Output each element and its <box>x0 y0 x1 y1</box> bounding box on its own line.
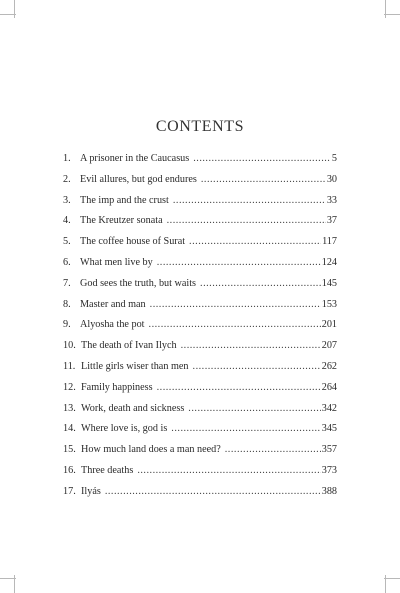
toc-entry-page-number: 5 <box>331 153 337 164</box>
toc-entry <box>63 319 337 340</box>
toc-entry-title: The imp and the crust <box>80 194 169 206</box>
toc-entry-page-number: 33 <box>326 194 337 206</box>
crop-mark-top-left <box>14 0 15 18</box>
dot-leader <box>167 215 326 226</box>
dot-leader <box>157 382 321 393</box>
toc-entry-title: Three deaths <box>81 464 134 476</box>
toc-entry-title: Where love is, god is <box>81 423 168 435</box>
toc-entry-title: God sees the truth, but waits <box>80 277 197 289</box>
dot-leader <box>150 299 321 310</box>
toc-entry-number: 17. <box>63 485 76 497</box>
dot-leader <box>171 423 320 434</box>
toc-entry <box>63 153 337 174</box>
toc-entry-title: The coffee house of Surat <box>80 236 186 248</box>
toc-entry <box>63 195 337 216</box>
toc-entry-number: 7. <box>63 277 71 289</box>
dot-leader <box>157 257 321 268</box>
toc-entry-number: 3. <box>63 194 71 206</box>
toc-entry-number: 15. <box>63 444 76 456</box>
toc-entry-title: Evil allures, but god endures <box>80 173 197 185</box>
toc-entry <box>63 215 337 236</box>
dot-leader <box>105 486 321 497</box>
toc-entry-title: Ilyás <box>81 485 101 497</box>
dot-leader <box>149 319 321 330</box>
toc-entry-title: Alyosha the pot <box>80 319 145 331</box>
toc-entry-page-number: 145 <box>321 277 337 289</box>
crop-mark-top-right <box>385 0 386 18</box>
toc-entry-number: 12. <box>63 381 76 393</box>
toc-entry-page-number: 30 <box>326 173 337 185</box>
toc-entry <box>63 299 337 320</box>
toc-entry-number: 9. <box>63 319 71 331</box>
toc-entry-page-number: 357 <box>321 444 337 456</box>
dot-leader <box>193 153 331 164</box>
toc-entry-number: 14. <box>63 423 76 435</box>
toc-entry-page-number: 345 <box>321 423 337 435</box>
toc-entry-title: How much land does a man need? <box>81 444 221 456</box>
toc-entry <box>63 486 337 507</box>
toc-entry-page-number: 264 <box>321 381 337 393</box>
toc-entry-title: A prisoner in the Caucasus <box>80 153 190 164</box>
crop-mark-left-top <box>0 14 16 15</box>
crop-mark-left-bottom <box>0 578 16 579</box>
dot-leader <box>181 340 321 351</box>
toc-entry-number: 1. <box>63 153 71 164</box>
toc-entry-page-number: 117 <box>322 236 337 248</box>
toc-entry <box>63 423 337 444</box>
toc-entry-number: 6. <box>63 256 71 268</box>
toc-entry-page-number: 207 <box>321 340 337 352</box>
toc-entry <box>63 465 337 486</box>
toc-entry-number: 10. <box>63 340 76 352</box>
dot-leader <box>225 444 321 455</box>
toc-entry-title: The Kreutzer sonata <box>80 215 163 227</box>
toc-entry-page-number: 153 <box>321 298 337 310</box>
toc-entry-page-number: 373 <box>321 464 337 476</box>
toc-entry <box>63 403 337 424</box>
page-title: CONTENTS <box>155 118 245 135</box>
dot-leader <box>188 403 320 414</box>
table-of-contents <box>63 153 337 507</box>
dot-leader <box>200 278 321 289</box>
toc-entry <box>63 174 337 195</box>
toc-entry-title: Little girls wiser than men <box>81 360 189 372</box>
toc-entry <box>63 278 337 299</box>
toc-entry-title: Family happiness <box>81 381 153 393</box>
toc-entry <box>63 236 337 257</box>
toc-entry-number: 4. <box>63 215 71 227</box>
dot-leader <box>173 195 326 206</box>
toc-entry-title: The death of Ivan Ilych <box>81 340 177 352</box>
toc-entry-number: 11. <box>63 360 76 372</box>
toc-entry <box>63 257 337 278</box>
toc-entry-page-number: 262 <box>321 360 337 372</box>
dot-leader <box>137 465 320 476</box>
toc-entry-title: Work, death and sickness <box>81 402 185 414</box>
toc-entry-number: 2. <box>63 173 71 185</box>
crop-mark-right-bottom <box>384 578 400 579</box>
toc-entry-page-number: 201 <box>321 319 337 331</box>
toc-entry-number: 5. <box>63 236 71 248</box>
dot-leader <box>189 236 321 247</box>
toc-entry <box>63 382 337 403</box>
toc-entry-number: 16. <box>63 464 76 476</box>
crop-mark-right-top <box>384 14 400 15</box>
toc-entry <box>63 361 337 382</box>
toc-entry-number: 13. <box>63 402 76 414</box>
toc-entry <box>63 340 337 361</box>
toc-entry-title: What men live by <box>80 256 153 268</box>
toc-entry-page-number: 37 <box>326 215 337 227</box>
toc-entry <box>63 444 337 465</box>
toc-entry-page-number: 342 <box>321 402 337 414</box>
toc-entry-page-number: 124 <box>321 256 337 268</box>
dot-leader <box>201 174 326 185</box>
toc-entry-number: 8. <box>63 298 71 310</box>
toc-entry-page-number: 388 <box>321 485 337 497</box>
toc-entry-title: Master and man <box>80 298 146 310</box>
dot-leader <box>193 361 321 372</box>
